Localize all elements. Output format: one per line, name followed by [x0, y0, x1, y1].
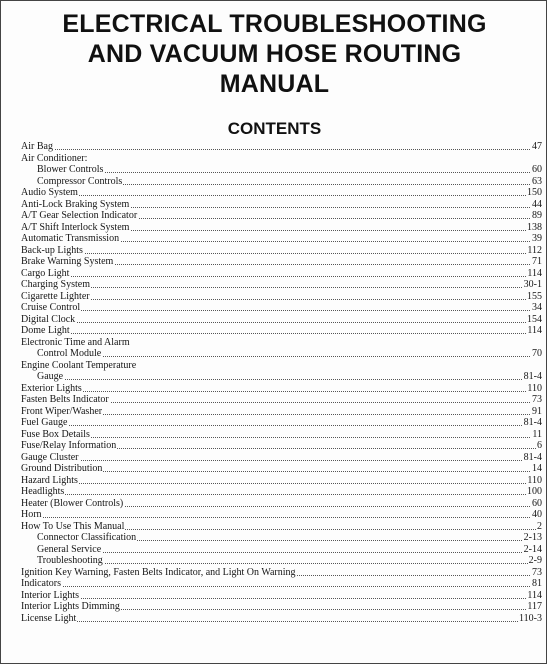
toc-entry-page: 100	[527, 486, 542, 497]
toc-entry-page: 154	[527, 313, 542, 325]
toc-dot-leader	[21, 195, 540, 196]
toc-entry	[1, 532, 547, 544]
toc-dot-leader	[21, 299, 540, 300]
toc-entry-label: General Service	[37, 543, 102, 555]
toc-entry-label: Cruise Control	[21, 302, 81, 313]
toc-entry-page: 2-14	[523, 543, 542, 555]
toc-dot-leader	[21, 322, 540, 323]
toc-entry	[1, 578, 547, 590]
toc-entry	[1, 417, 547, 429]
toc-entry-label: Exterior Lights	[21, 382, 82, 394]
toc-entry-page: 30-1	[523, 279, 542, 290]
toc-entry-label: Compressor Controls	[37, 175, 123, 187]
toc-entry	[1, 498, 547, 510]
toc-entry	[1, 463, 547, 475]
toc-entry	[1, 256, 547, 268]
toc-entry-label: Air Bag	[21, 141, 53, 152]
toc-entry-label: Anti-Lock Braking System	[21, 198, 130, 210]
toc-dot-leader	[37, 552, 540, 553]
toc-entry	[1, 452, 547, 464]
toc-entry-page: 155	[527, 290, 542, 302]
toc-entry	[1, 153, 547, 165]
toc-dot-leader	[21, 494, 540, 495]
toc-entry-page: 81-4	[523, 451, 542, 463]
contents-heading: CONTENTS	[227, 119, 322, 138]
toc-entry-label: Gauge Cluster	[21, 451, 79, 463]
toc-entry-page: 60	[532, 164, 542, 175]
toc-dot-leader	[21, 437, 540, 438]
toc-entry-page: 114	[527, 325, 542, 336]
toc-entry-page: 81	[532, 578, 542, 589]
toc-entry	[1, 360, 547, 372]
toc-entry-label: Heater (Blower Controls)	[21, 497, 124, 509]
toc-dot-leader	[21, 253, 540, 254]
toc-entry-page: 14	[532, 463, 542, 474]
toc-entry-label: Dome Light	[21, 325, 70, 336]
toc-entry-page: 44	[532, 198, 542, 210]
toc-entry-page: 71	[532, 256, 542, 267]
toc-entry-label: Cargo Light	[21, 267, 70, 279]
toc-entry-label: Indicators	[21, 578, 61, 589]
toc-entry	[1, 210, 547, 222]
toc-entry-page: 39	[532, 233, 542, 244]
toc-dot-leader	[21, 517, 540, 518]
toc-entry-page: 110	[527, 474, 542, 486]
toc-entry	[1, 521, 547, 533]
toc-entry	[1, 233, 547, 245]
toc-entry-page: 11	[532, 428, 542, 440]
toc-entry-page: 138	[527, 221, 542, 233]
toc-entry-label: Front Wiper/Washer	[21, 405, 103, 417]
toc-entry-label: Interior Lights	[21, 589, 80, 601]
toc-entry	[1, 164, 547, 176]
toc-entry	[1, 291, 547, 303]
toc-entry-label: License Light	[21, 612, 77, 624]
toc-entry-label: Charging System	[21, 279, 90, 290]
toc-entry	[1, 406, 547, 418]
toc-entry-page: 81-4	[523, 417, 542, 428]
toc-entry	[1, 590, 547, 602]
toc-entry	[1, 337, 547, 349]
toc-entry-label: Gauge	[37, 371, 64, 382]
toc-dot-leader	[37, 356, 540, 357]
toc-entry-page: 114	[527, 267, 542, 279]
toc-entry-label: Headlights	[21, 486, 65, 497]
toc-entry-page: 2	[537, 520, 542, 532]
toc-dot-leader	[37, 379, 540, 380]
toc-dot-leader	[21, 391, 540, 392]
toc-entry-page: 60	[532, 497, 542, 509]
toc-entry	[1, 601, 547, 613]
toc-entry	[1, 187, 547, 199]
toc-entry	[1, 394, 547, 406]
toc-entry-label: Control Module	[37, 348, 102, 359]
toc-dot-leader	[37, 563, 540, 564]
toc-dot-leader	[21, 598, 540, 599]
toc-entry	[1, 325, 547, 337]
toc-entry-label: Digital Clock	[21, 313, 76, 325]
toc-dot-leader	[21, 483, 540, 484]
toc-dot-leader	[21, 460, 540, 461]
title-line-1: ELECTRICAL TROUBLESHOOTING	[62, 10, 487, 38]
toc-entry-page: 117	[527, 601, 542, 612]
toc-entry-page: 110	[527, 382, 542, 394]
toc-entry-label: A/T Gear Selection Indicator	[21, 210, 138, 221]
toc-entry-page: 150	[527, 187, 542, 198]
toc-entry-page: 34	[532, 302, 542, 313]
toc-entry	[1, 348, 547, 360]
toc-entry-label: Troubleshooting	[37, 555, 103, 566]
table-of-contents	[1, 141, 547, 624]
toc-entry-label: Ignition Key Warning, Fasten Belts Indicator, and Light On Warning	[21, 566, 296, 578]
toc-dot-leader	[21, 149, 540, 150]
toc-entry-label: Audio System	[21, 187, 78, 198]
toc-entry	[1, 279, 547, 291]
toc-entry	[1, 429, 547, 441]
toc-entry-label: A/T Shift Interlock System	[21, 221, 130, 233]
toc-dot-leader	[21, 333, 540, 334]
toc-entry	[1, 475, 547, 487]
toc-entry	[1, 486, 547, 498]
toc-entry-page: 110-3	[519, 612, 542, 624]
toc-entry-page: 114	[527, 589, 542, 601]
toc-entry-label: Ground Distribution	[21, 463, 103, 474]
toc-entry-label: Engine Coolant Temperature	[21, 359, 137, 371]
toc-entry	[1, 544, 547, 556]
toc-entry-label: Horn	[21, 509, 42, 520]
toc-entry	[1, 176, 547, 188]
toc-entry-page: 63	[532, 175, 542, 187]
toc-entry	[1, 613, 547, 625]
toc-entry-page: 91	[532, 405, 542, 417]
toc-entry-label: Back-up Lights	[21, 244, 83, 256]
toc-entry	[1, 302, 547, 314]
toc-entry	[1, 199, 547, 211]
toc-entry-label: Blower Controls	[37, 164, 104, 175]
title-line-2: AND VACUUM HOSE ROUTING	[87, 40, 462, 68]
toc-entry	[1, 245, 547, 257]
toc-dot-leader	[21, 621, 540, 622]
toc-entry-page: 112	[527, 244, 542, 256]
toc-dot-leader	[21, 287, 540, 288]
toc-entry-page: 6	[537, 440, 542, 451]
toc-entry-page: 81-4	[523, 371, 542, 382]
toc-entry-page: 73	[532, 394, 542, 405]
toc-entry	[1, 268, 547, 280]
toc-entry	[1, 509, 547, 521]
toc-dot-leader	[21, 310, 540, 311]
toc-entry-page: 47	[532, 141, 542, 152]
toc-entry-label: Connector Classification	[37, 532, 137, 543]
toc-entry-page: 73	[532, 566, 542, 578]
toc-entry	[1, 383, 547, 395]
toc-dot-leader	[37, 172, 540, 173]
toc-entry-label: Fasten Belts Indicator	[21, 394, 109, 405]
toc-entry	[1, 141, 547, 153]
toc-entry	[1, 440, 547, 452]
toc-entry-label: Automatic Transmission	[21, 233, 120, 244]
toc-entry-label: How To Use This Manual	[21, 520, 125, 532]
toc-dot-leader	[21, 586, 540, 587]
toc-dot-leader	[21, 425, 540, 426]
toc-entry-page: 2-9	[528, 555, 542, 566]
toc-entry	[1, 555, 547, 567]
toc-entry-label: Electronic Time and Alarm	[21, 336, 130, 348]
toc-entry-page: 70	[532, 348, 542, 359]
toc-entry-label: Hazard Lights	[21, 474, 78, 486]
toc-entry	[1, 314, 547, 326]
toc-entry-label: Fuse Box Details	[21, 428, 90, 440]
toc-entry-label: Interior Lights Dimming	[21, 601, 120, 612]
toc-entry	[1, 371, 547, 383]
toc-entry-label: Cigarette Lighter	[21, 290, 90, 302]
document-title	[1, 9, 547, 99]
toc-entry-label: Fuel Gauge	[21, 417, 68, 428]
toc-entry-page: 89	[532, 210, 542, 221]
toc-entry-page: 40	[532, 509, 542, 520]
toc-entry-label: Brake Warning System	[21, 256, 114, 267]
toc-entry	[1, 222, 547, 234]
title-line-3: MANUAL	[219, 70, 330, 98]
toc-entry-label: Air Conditioner:	[21, 152, 88, 164]
toc-entry	[1, 567, 547, 579]
toc-dot-leader	[21, 276, 540, 277]
toc-entry-label: Fuse/Relay Information	[21, 440, 117, 451]
toc-entry-page: 2-13	[523, 532, 542, 543]
